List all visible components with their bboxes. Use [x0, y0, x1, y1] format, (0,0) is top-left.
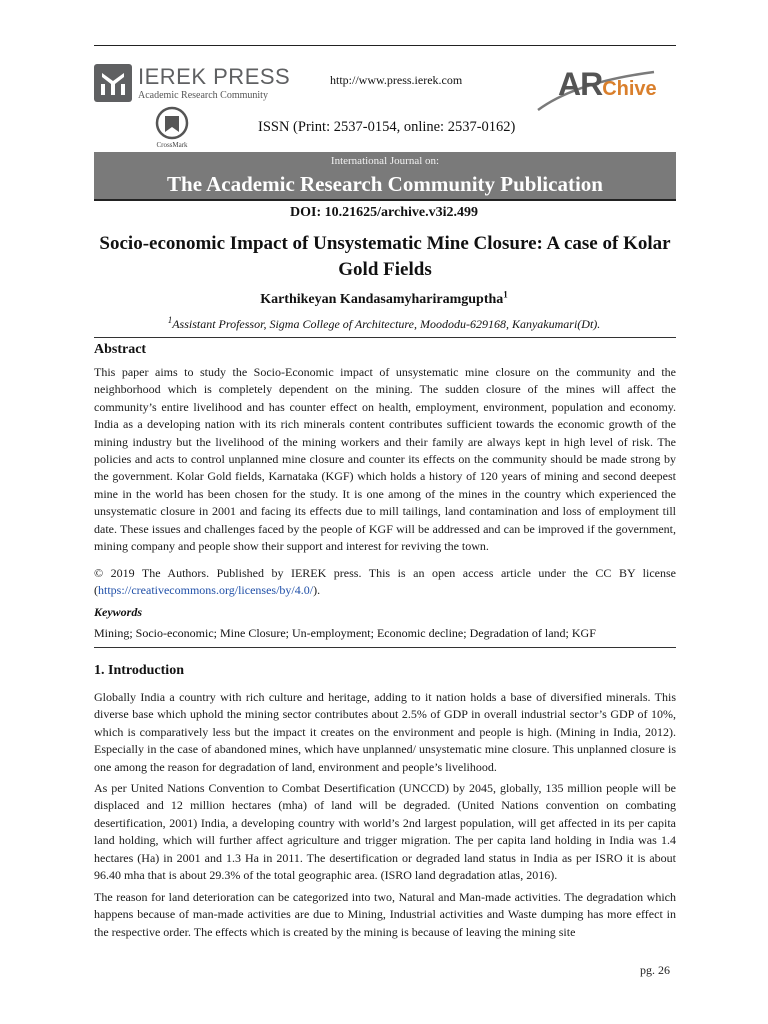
abstract-heading: Abstract	[94, 342, 147, 357]
license-open-paren: (	[94, 583, 98, 598]
license-text: © 2019 The Authors. Published by IEREK press. This is an open access article under the CC BY license	[94, 566, 676, 580]
crossmark-icon	[148, 106, 196, 140]
journal-logo	[536, 66, 680, 112]
issn: ISSN (Print: 2537-0154, online: 2537-0162)	[258, 119, 516, 135]
keywords-list: Mining; Socio-economic; Mine Closure; Un-employment; Economic decline; Degradation of land; KGF	[94, 626, 596, 640]
affiliation-superscript: 1	[167, 315, 173, 325]
license-close-paren: ).	[313, 583, 321, 598]
keywords-bottom-rule	[94, 647, 676, 648]
intro-paragraph-1: Globally India a country with rich culture and heritage, adding to it nation holds a base of diversified minerals. This diverse base which uphold the mining sector contributes about 2.5% of GDP in overall industrial sector’s GDP of 10%, which is comparatively less but the impact it creates on the environment and people is high. (Mining in India, 2012). Especially in the case of abandoned mines, which have unplanned/ unsystematic mine closure. This unplanned closure is one among the reason for degradation of land, environment and people’s livelihood.	[94, 690, 676, 774]
abstract-body: This paper aims to study the Socio-Economic impact of unsystematic mine closure on the community and the neighborhood which is completely dependent on the mining. The sudden closure of the mines will affect the community’s entire livelihood and has counter effect on health, employment, environment, population and economy. India as a developing nation with its rich minerals content contributes sufficient towards the economic growth of the mining industry but the livelihood of the mining workers and their family are always kept in high level of risk. The policies and acts to control unplanned mine closure and counter its effects on the community should be made strong by the government. Kolar Gold fields, Karnataka (KGF) which holds a history of 120 years of mining and second deepest mine in the world has been chosen for the study. It is one among of the mines in the country which experienced the unsystematic closure in 2001 and facing its effects due to mill tailings, land contamination and loss of employment till date. These issues and challenges faced by the people of KGF will be addressed and can be improved if the government, mining company and people show their support and interest for reviving the town.	[94, 365, 676, 554]
license-statement	[94, 565, 676, 600]
intro-paragraph-2: As per United Nations Convention to Combat Desertification (UNCCD) by 2045, globally, 135 million people will be displaced and 12 million hectares (mha) of land will be degraded. (United Nations convention on combating desertification, 2001) India, a developing country with world’s 2nd largest population, will get affected in its per capita land holding, which will further affect agriculture and trigger migration. The per capita land holding in India was 1.4 hectares (Ha) in 2001 and 1.3 Ha in 2011. The desertification or degraded land status in India as per ISRO it is about 96.40 mha that is about 29.3% of the total geographic area. (ISRO land degradation atlas, 2016).	[94, 781, 676, 883]
journal-banner	[94, 152, 676, 201]
author-name: Karthikeyan Kandasamyhariramguptha	[260, 292, 504, 307]
publisher-tagline: Academic Research Community	[138, 90, 268, 101]
banner-subtitle: International Journal on:	[330, 155, 440, 167]
header-rule	[94, 45, 676, 46]
journal-url[interactable]: http://www.press.ierek.com	[330, 73, 463, 87]
journal-logo-text	[558, 66, 657, 103]
license-link[interactable]: https://creativecommons.org/licenses/by/4.0/	[98, 583, 314, 598]
doi[interactable]: DOI: 10.21625/archive.v3i2.499	[290, 205, 478, 220]
banner-title: The Academic Research Community Publication	[167, 172, 603, 196]
intro-paragraph-3: The reason for land deterioration can be categorized into two, Natural and Man-made activities. The degradation which happens because of man-made activities are due to Mining, Industrial activities and Waste dumping has more effect in the respective order. The effects which is created by the mining is because of leaving the mining site	[94, 890, 676, 939]
journal-logo-rest: Chive	[602, 78, 657, 100]
article-title: Socio-economic Impact of Unsystematic Mine Closure: A case of Kolar Gold Fields	[99, 233, 671, 280]
keywords-label: Keywords	[94, 605, 142, 619]
ierek-logo-icon	[94, 64, 132, 102]
author	[0, 289, 768, 308]
crossmark-badge[interactable]	[148, 106, 196, 152]
publisher-name: IEREK PRESS	[138, 64, 291, 89]
affiliation	[0, 317, 768, 332]
journal-logo-main: AR	[558, 66, 603, 102]
introduction-heading: 1. Introduction	[94, 663, 184, 678]
author-superscript: 1	[503, 289, 508, 300]
affiliation-text: Assistant Professor, Sigma College of Architecture, Moododu-629168, Kanyakumari(Dt).	[172, 317, 601, 331]
abstract-top-rule	[94, 337, 676, 338]
page-number: pg. 26	[640, 963, 670, 977]
crossmark-label: CrossMark	[156, 141, 188, 149]
publisher-logo	[94, 64, 291, 104]
